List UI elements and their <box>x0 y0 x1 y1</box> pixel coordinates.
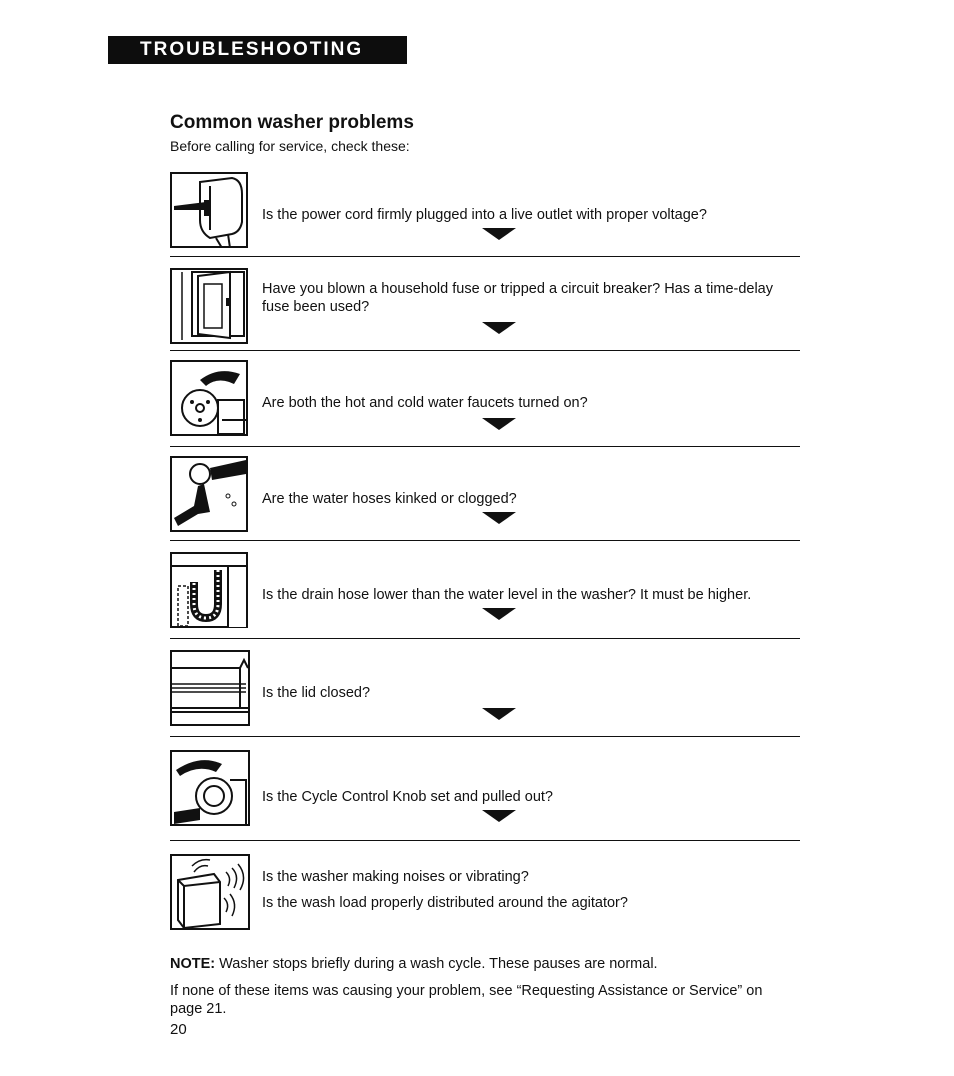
check-question: Are the water hoses kinked or clogged? <box>262 491 517 507</box>
divider <box>170 256 800 257</box>
divider <box>170 350 800 351</box>
section-banner: TROUBLESHOOTING <box>108 36 407 64</box>
check-question: Is the lid closed? <box>262 685 371 701</box>
check-question: Is the Cycle Control Knob set and pulled out? <box>262 789 553 805</box>
note <box>170 956 658 972</box>
divider <box>170 540 800 541</box>
page-number: 20 <box>170 1021 187 1038</box>
divider <box>170 638 800 639</box>
divider <box>170 446 800 447</box>
next-arrow-icon <box>482 418 516 430</box>
vibrating-washer-icon <box>170 854 250 930</box>
next-arrow-icon <box>482 228 516 240</box>
note-label: NOTE: <box>170 956 216 972</box>
fuse-box-icon <box>170 268 250 344</box>
power-plug-icon <box>170 172 250 248</box>
check-question: Have you blown a household fuse or tripped a circuit breaker? Has a time-delay fuse been used? <box>262 281 773 315</box>
check-question: Is the washer making noises or vibrating? <box>262 869 529 885</box>
check-question: Is the drain hose lower than the water level in the washer? It must be higher. <box>262 587 752 603</box>
check-question: Are both the hot and cold water faucets turned on? <box>262 395 588 411</box>
drain-hose-icon <box>170 552 250 628</box>
cycle-control-knob-icon <box>170 750 250 826</box>
next-arrow-icon <box>482 810 516 822</box>
next-arrow-icon <box>482 322 516 334</box>
page-subtitle: Before calling for service, check these: <box>170 138 410 154</box>
washer-lid-icon <box>170 650 250 726</box>
next-arrow-icon <box>482 708 516 720</box>
next-arrow-icon <box>482 608 516 620</box>
note-text: Washer stops briefly during a wash cycle. These pauses are normal. <box>219 956 658 972</box>
next-arrow-icon <box>482 512 516 524</box>
page-heading: Common washer problems <box>170 112 414 133</box>
footer-text: If none of these items was causing your problem, see “Requesting Assistance or Service” on page 21. <box>170 983 763 1017</box>
divider <box>170 736 800 737</box>
check-question-followup: Is the wash load properly distributed around the agitator? <box>262 895 628 911</box>
divider <box>170 840 800 841</box>
check-question: Is the power cord firmly plugged into a live outlet with proper voltage? <box>262 207 707 223</box>
water-faucet-icon <box>170 360 250 436</box>
water-hose-icon <box>170 456 250 532</box>
